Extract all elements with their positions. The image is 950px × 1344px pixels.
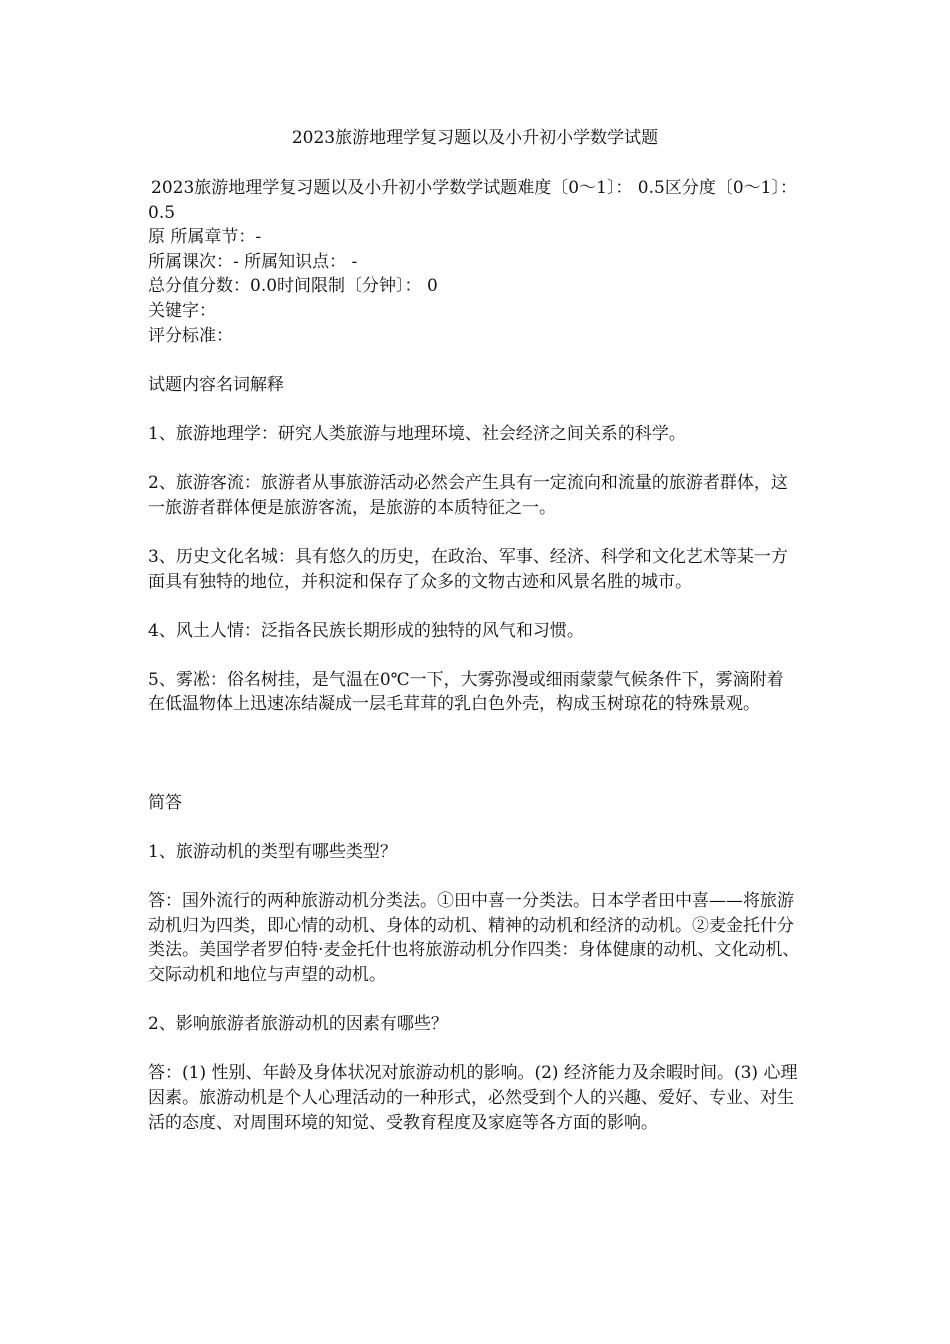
spacer [148, 520, 800, 545]
meta-score: 总分值分数：0.0时间限制〔分钟〕： 0 [148, 276, 438, 297]
term-item-1: 1、旅游地理学：研究人类旅游与地理环境、社会经济之间关系的科学。 [148, 423, 686, 444]
question-1: 1、旅游动机的类型有哪些类型？ [148, 842, 397, 863]
spacer [148, 643, 800, 668]
spacer [148, 447, 800, 472]
spacer [148, 815, 800, 840]
spacer [148, 717, 800, 791]
spacer [148, 1037, 800, 1062]
answer-1: 答：国外流行的两种旅游动机分类法。①田中喜一分类法。日本学者田中喜——将旅游动机归为四类，即心情的动机、身体的动机、精神的动机和经济的动机。②麦金托什分类法。美国学者罗伯特·麦金托什也将旅游动机分作四类：身体健康的动机、文化动机、交际动机和地位与声望的动机。 [148, 891, 800, 986]
meta-difficulty: 2023旅游地理学复习题以及小升初小学数学试题难度〔0～1〕： 0.5区分度〔0～1〕： 0.5 [148, 178, 797, 223]
document-body [148, 176, 800, 1135]
question-2: 2、影响旅游者旅游动机的因素有哪些？ [148, 1014, 448, 1035]
spacer [148, 397, 800, 422]
term-item-3: 3、历史文化名城：具有悠久的历史，在政治、军事、经济、科学和文化艺术等某一方面具有独特的地位，并积淀和保存了众多的文物古迹和风景名胜的城市。 [148, 546, 788, 592]
term-item-2: 2、旅游客流：旅游者从事旅游活动必然会产生具有一定流向和流量的旅游者群体，这一旅游者群体便是旅游客流，是旅游的本质特征之一。 [148, 473, 788, 518]
meta-lesson: 所属课次：- 所属知识点： - [148, 251, 358, 272]
answer-2: 答：(1) 性别、年龄及身体状况对旅游动机的影响。(2) 经济能力及余暇时间。(3) 心理因素。旅游动机是个人心理活动的一种形式，必然受到个人的兴趣、爱好、专业、对生活的态度、对周围环境的知觉、受教育程度及家庭等各方面的影响。 [148, 1063, 798, 1133]
meta-keywords: 关键字： [148, 300, 216, 321]
term-item-4: 4、风土人情：泛指各民族长期形成的独特的风气和习惯。 [148, 620, 584, 641]
document-title: 2023旅游地理学复习题以及小升初小学数学试题 [291, 128, 659, 148]
spacer [148, 865, 800, 890]
section-heading-short-answer: 简答 [148, 792, 182, 813]
spacer [148, 988, 800, 1013]
section-heading-terms: 试题内容名词解释 [148, 374, 284, 395]
meta-chapter: 原 所属章节：- [148, 227, 262, 248]
spacer [148, 348, 800, 373]
term-item-5: 5、雾凇：俗名树挂，是气温在0℃一下，大雾弥漫或细雨蒙蒙气候条件下，雾滴附着在低温物体上迅速冻结凝成一层毛茸茸的乳白色外壳，构成玉树琼花的特殊景观。 [148, 669, 784, 715]
spacer [148, 594, 800, 619]
meta-criteria: 评分标准： [148, 325, 233, 346]
